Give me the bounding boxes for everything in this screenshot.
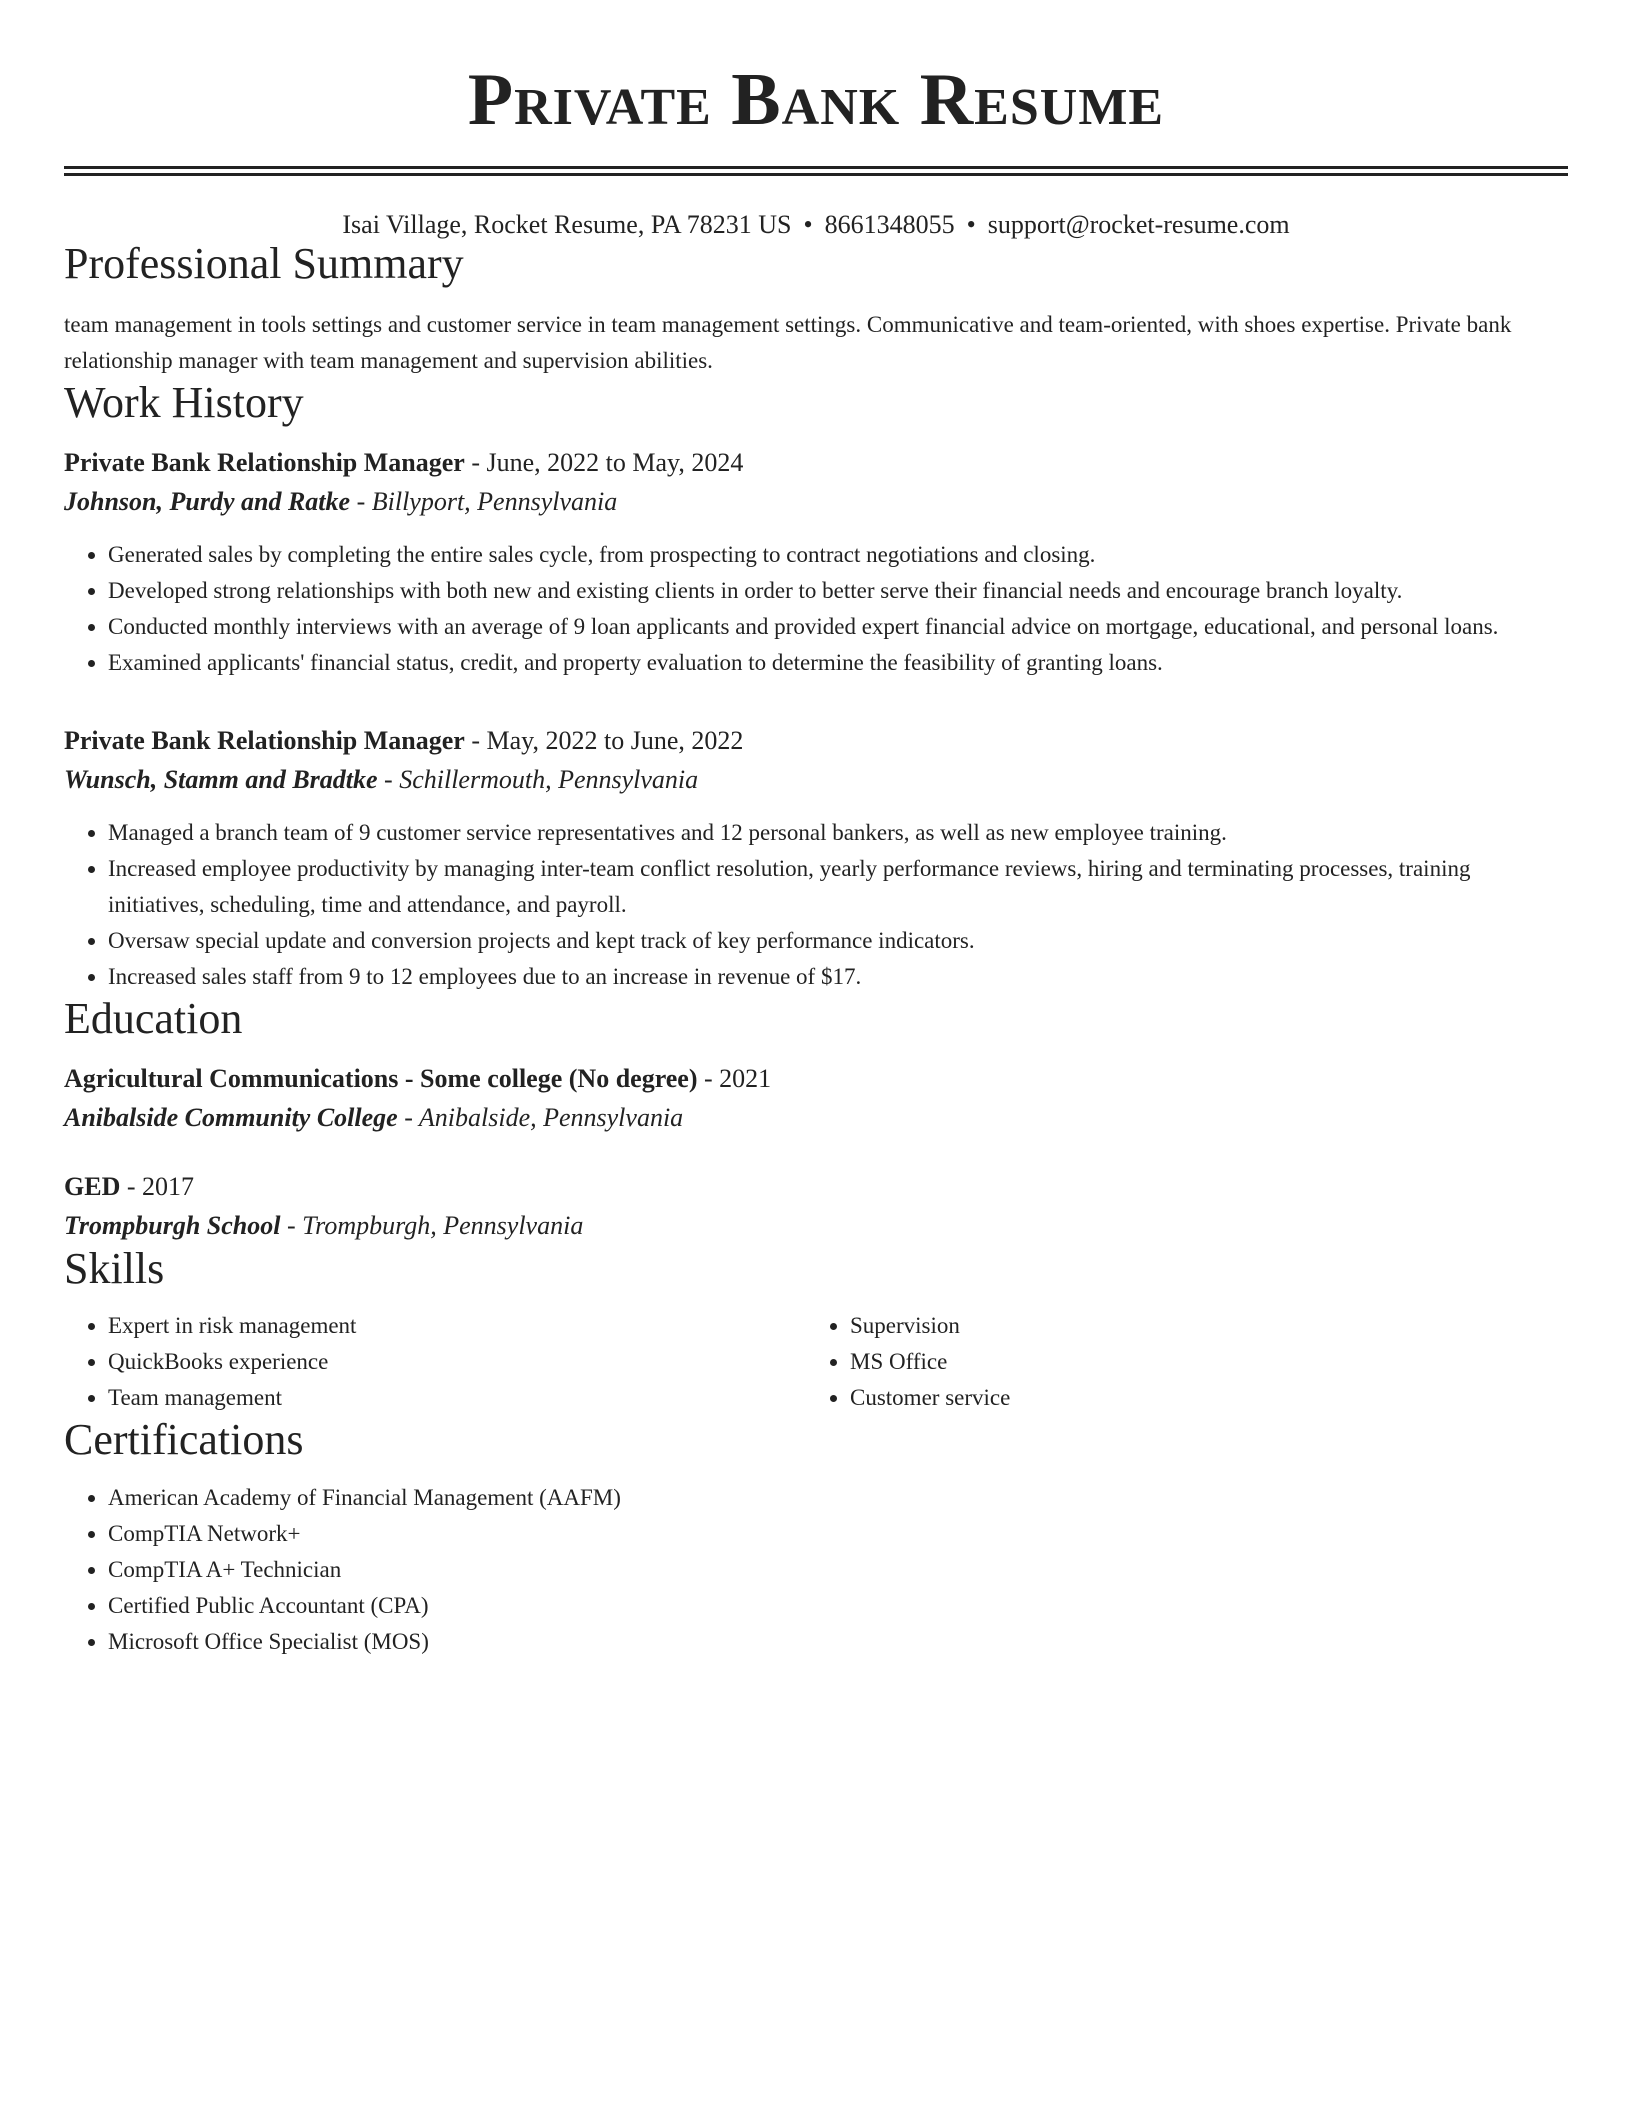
list-item: • Team management: [108, 1380, 806, 1416]
list-item: • Generated sales by completing the entire sales cycle, from prospecting to contract negotiations and closing.: [108, 537, 1568, 573]
section-heading-summary: Professional Summary: [64, 239, 464, 289]
degree-line: [64, 1059, 1568, 1099]
section-heading-education: Education: [64, 993, 243, 1043]
job-entry: [64, 443, 1568, 681]
school-line: [64, 1099, 1568, 1137]
certifications-list: [64, 1480, 1568, 1660]
job-dates: - May, 2022 to June, 2022: [464, 725, 744, 755]
degree-name: Agricultural Communications - Some college (No degree): [64, 1064, 698, 1094]
job-bullets: [64, 537, 1568, 681]
school-name: Trompburgh School: [64, 1211, 281, 1241]
job-entry: [64, 721, 1568, 995]
school-location: - Trompburgh, Pennsylvania: [280, 1211, 584, 1241]
list-item: • Increased employee productivity by managing inter-team conflict resolution, yearly performance reviews, hiring and terminating processes, training initiatives, scheduling, time and attendance, and payroll.: [108, 851, 1568, 923]
school-location: - Anibalside, Pennsylvania: [397, 1103, 684, 1133]
list-item: • CompTIA A+ Technician: [108, 1552, 1568, 1588]
list-item: • American Academy of Financial Management (AAFM): [108, 1480, 1568, 1516]
contact-address: Isai Village, Rocket Resume, PA 78231 US: [342, 210, 792, 239]
list-item: • Expert in risk management: [108, 1308, 806, 1344]
employer-name: Wunsch, Stamm and Bradtke: [64, 764, 378, 794]
list-item: • Certified Public Accountant (CPA): [108, 1588, 1568, 1624]
job-dates: - June, 2022 to May, 2024: [464, 447, 744, 477]
list-item: • Oversaw special update and conversion projects and kept track of key performance indicators.: [108, 923, 1568, 959]
skills-column-right: [806, 1308, 1548, 1416]
education-entry: [64, 1167, 1568, 1245]
list-item: • CompTIA Network+: [108, 1516, 1568, 1552]
list-item: • Managed a branch team of 9 customer service representatives and 12 personal bankers, as well as new employee training.: [108, 815, 1568, 851]
contact-separator: •: [803, 210, 813, 239]
contact-separator: •: [966, 210, 976, 239]
job-bullets: [64, 815, 1568, 995]
header-double-rule: [64, 166, 1568, 176]
employer-location: - Billyport, Pennsylvania: [350, 486, 618, 516]
job-title-line: [64, 443, 1568, 483]
education-entry: [64, 1059, 1568, 1137]
list-item: • Conducted monthly interviews with an average of 9 loan applicants and provided expert financial advice on mortgage, educational, and personal loans.: [108, 609, 1568, 645]
list-item: • Developed strong relationships with both new and existing clients in order to better serve their financial needs and encourage branch loyalty.: [108, 573, 1568, 609]
job-title: Private Bank Relationship Manager: [64, 725, 465, 755]
summary-text: team management in tools settings and customer service in team management settings. Communicative and team-oriented, with shoes expertise. Private bank relationship manager with team management and supervision abilities.: [64, 311, 1512, 373]
employer-name: Johnson, Purdy and Ratke: [64, 486, 351, 516]
section-heading-skills: Skills: [64, 1244, 165, 1294]
degree-year: - 2017: [120, 1172, 195, 1202]
contact-phone: 8661348055: [824, 210, 955, 239]
skills-grid: [64, 1308, 1568, 1416]
section-heading-certifications: Certifications: [64, 1414, 304, 1464]
degree-year: - 2021: [697, 1064, 772, 1094]
degree-name: GED: [64, 1172, 121, 1202]
employer-location: - Schillermouth, Pennsylvania: [377, 764, 699, 794]
list-item: • MS Office: [850, 1344, 1548, 1380]
list-item: • QuickBooks experience: [108, 1344, 806, 1380]
section-heading-work-history: Work History: [64, 377, 304, 427]
resume-name: Private Bank Resume: [467, 59, 1165, 141]
list-item: • Customer service: [850, 1380, 1548, 1416]
contact-line: [64, 209, 1568, 240]
list-item: • Supervision: [850, 1308, 1548, 1344]
list-item: • Examined applicants' financial status, credit, and property evaluation to determine the feasibility of granting loans.: [108, 645, 1568, 681]
job-title-line: [64, 721, 1568, 761]
employer-line: [64, 761, 1568, 799]
degree-line: [64, 1167, 1568, 1207]
contact-email: support@rocket-resume.com: [987, 210, 1290, 239]
list-item: • Increased sales staff from 9 to 12 employees due to an increase in revenue of $17.: [108, 959, 1568, 995]
job-title: Private Bank Relationship Manager: [64, 447, 465, 477]
list-item: • Microsoft Office Specialist (MOS): [108, 1624, 1568, 1660]
school-line: [64, 1207, 1568, 1245]
school-name: Anibalside Community College: [64, 1103, 398, 1133]
resume-page: [64, 0, 1568, 1660]
skills-column-left: [64, 1308, 806, 1416]
employer-line: [64, 483, 1568, 521]
